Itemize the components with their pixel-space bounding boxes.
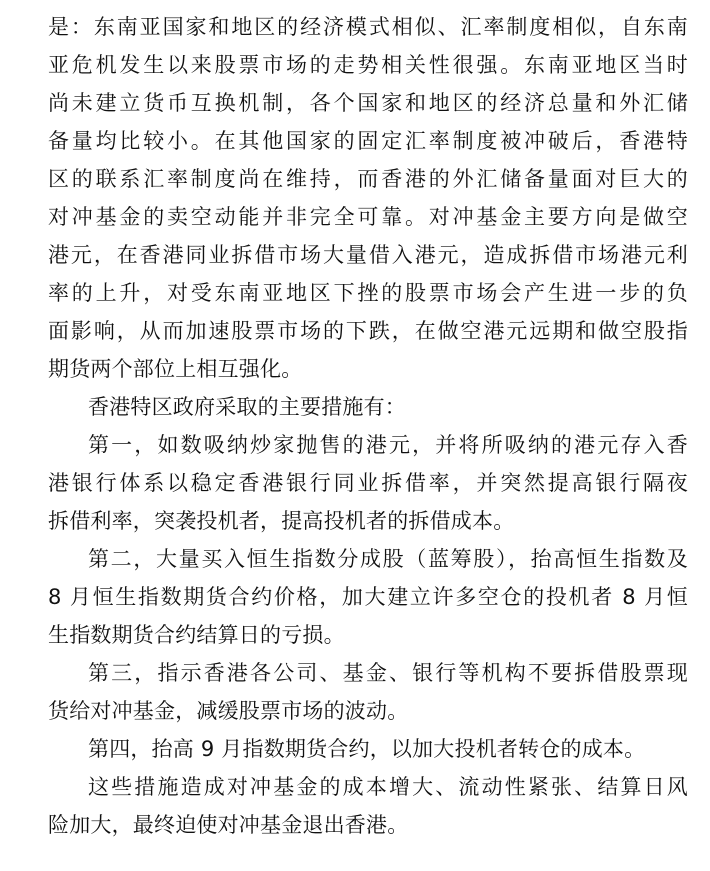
text-line: 拆借利率，突袭投机者，提高投机者的拆借成本。 bbox=[48, 509, 515, 533]
text-line: 第四，抬高 9 月指数期货合约，以加大投机者转仓的成本。 bbox=[88, 737, 646, 761]
paragraph-heading: 香港特区政府采取的主要措施有： bbox=[88, 395, 406, 419]
text-line: 区的联系汇率制度尚在维持，而香港的外汇储备量面对巨大的 bbox=[48, 167, 688, 191]
text-line: 率的上升，对受东南亚地区下挫的股票市场会产生进一步的负 bbox=[48, 281, 688, 305]
text-line: 尚未建立货币互换机制，各个国家和地区的经济总量和外汇储 bbox=[48, 91, 688, 115]
text-line: 期货两个部位上相互强化。 bbox=[48, 357, 303, 381]
text-line: 港银行体系以稳定香港银行同业拆借率，并突然提高银行隔夜 bbox=[48, 471, 688, 495]
text-line: 生指数期货合约结算日的亏损。 bbox=[48, 623, 345, 647]
text-line: 这些措施造成对冲基金的成本增大、流动性紧张、结算日风 bbox=[88, 775, 688, 799]
text-line: 备量均比较小。在其他国家的固定汇率制度被冲破后，香港特 bbox=[48, 129, 688, 153]
text-line: 8 月恒生指数期货合约价格，加大建立许多空仓的投机者 8 月恒 bbox=[48, 585, 688, 609]
text-line: 港元，在香港同业拆借市场大量借入港元，造成拆借市场港元利 bbox=[48, 243, 688, 267]
text-line: 险加大，最终迫使对冲基金退出香港。 bbox=[48, 813, 409, 837]
text-line: 货给对冲基金，减缓股票市场的波动。 bbox=[48, 699, 409, 723]
text-line: 第一，如数吸纳炒家抛售的港元，并将所吸纳的港元存入香 bbox=[88, 433, 688, 457]
text-line: 对冲基金的卖空动能并非完全可靠。对冲基金主要方向是做空 bbox=[48, 205, 688, 229]
text-line: 是：东南亚国家和地区的经济模式相似、汇率制度相似，自东南 bbox=[48, 15, 688, 39]
text-line: 亚危机发生以来股票市场的走势相关性很强。东南亚地区当时 bbox=[48, 53, 688, 77]
text-line: 第三，指示香港各公司、基金、银行等机构不要拆借股票现 bbox=[88, 661, 688, 685]
text-line: 第二，大量买入恒生指数分成股（蓝筹股），抬高恒生指数及 bbox=[88, 547, 688, 571]
text-line: 面影响，从而加速股票市场的下跌，在做空港元远期和做空股指 bbox=[48, 319, 688, 343]
